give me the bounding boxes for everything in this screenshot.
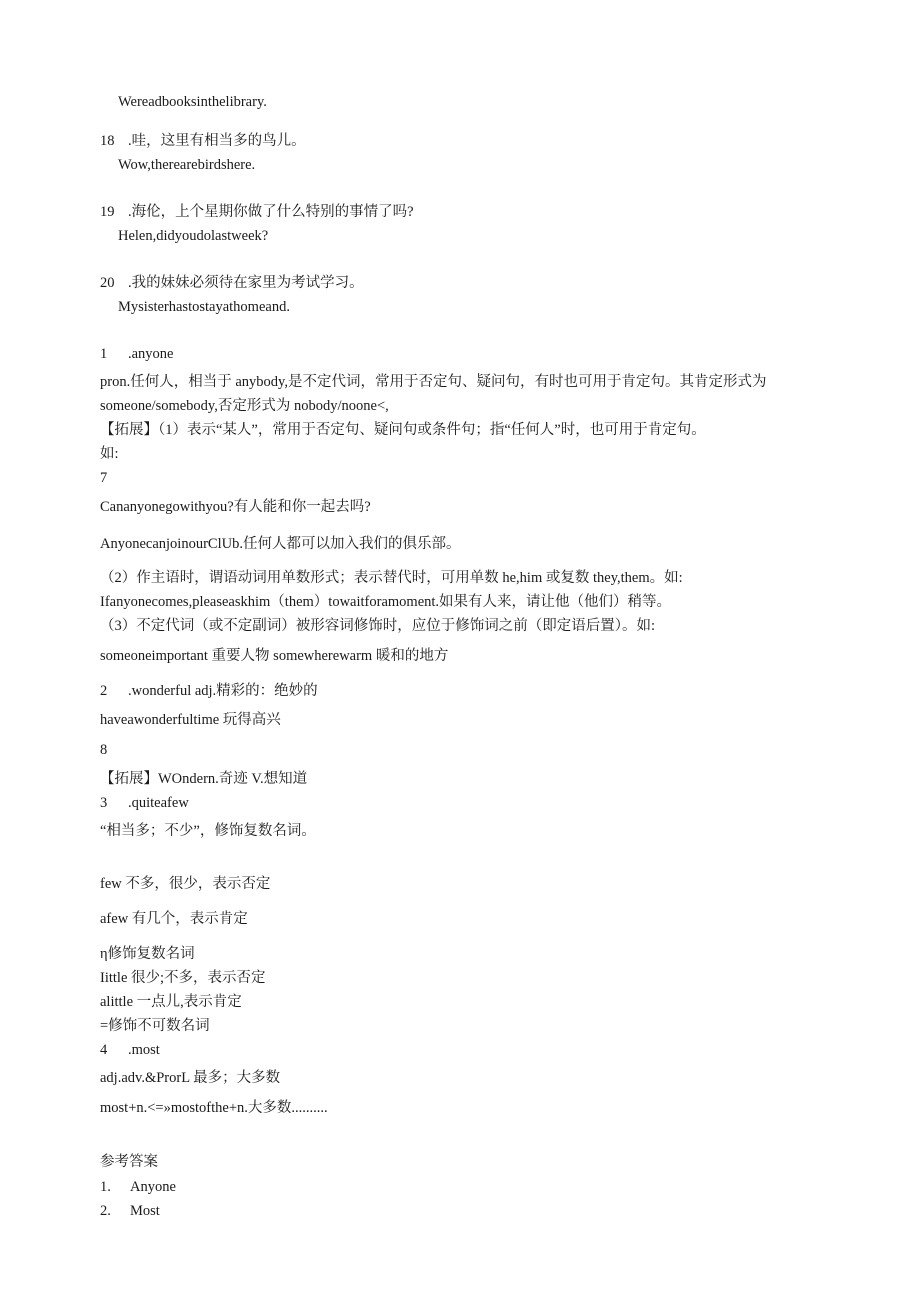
note-word: .most <box>128 1042 160 1058</box>
exercise-number: 18 <box>100 133 115 149</box>
note-quiteafew-afew: afew 有几个，表示肯定 <box>100 911 248 927</box>
answer-number: 2. <box>100 1203 111 1219</box>
note-anyone-extension-1: 【拓展】（1）表示“某人”，常用于否定句、疑问句或条件句；指“任何人”时，也可用于肯定句。 <box>100 422 706 438</box>
page-mark-7: 7 <box>100 470 108 486</box>
note-number: 3 <box>100 795 108 811</box>
note-anyone-example-2: AnyonecanjoinourClUb.任何人都可以加入我们的俱乐部。 <box>100 536 461 552</box>
exercise-20-english: Mysisterhastostayathomeand. <box>118 299 290 315</box>
exercise-19-prompt <box>100 203 414 221</box>
note-anyone-heading <box>100 345 174 363</box>
note-quiteafew-few: few 不多，很少，表示否定 <box>100 876 271 892</box>
exercise-18-english: Wow,therearebirdshere. <box>118 157 256 173</box>
answers-title: 参考答案 <box>100 1154 158 1170</box>
note-anyone-example-4: someoneimportant 重要人物 somewherewarm 暖和的地方 <box>100 648 449 664</box>
note-quiteafew-alittle: alittle 一点儿,表示肯定 <box>100 994 242 1010</box>
note-most-heading <box>100 1041 160 1059</box>
note-word: .wonderful adj.精彩的：绝妙的 <box>128 683 318 699</box>
note-quiteafew-heading <box>100 794 189 812</box>
note-word: .quiteafew <box>128 795 189 811</box>
note-quiteafew-plural: η修饰复数名词 <box>100 946 195 962</box>
exercise-17-english: Wereadbooksinthelibrary. <box>118 94 267 110</box>
note-number: 2 <box>100 683 108 699</box>
note-anyone-ru: 如: <box>100 446 119 462</box>
note-most-definition: adj.adv.&ProrL 最多；大多数 <box>100 1070 281 1086</box>
note-quiteafew-uncountable: =修饰不可数名词 <box>100 1018 210 1034</box>
answer-number: 1. <box>100 1179 111 1195</box>
exercise-chinese: .海伦，上个星期你做了什么特别的事情了吗? <box>128 204 414 220</box>
exercise-number: 20 <box>100 275 115 291</box>
note-wonderful-extension: 【拓展】WOndern.奇迹 V.想知道 <box>100 771 308 787</box>
note-wonderful-heading <box>100 682 318 700</box>
note-anyone-extension-2: （2）作主语时，谓语动词用单数形式；表示替代时，可用单数 he,him 或复数 they,them。如: <box>100 570 683 586</box>
answer-text: Most <box>130 1203 160 1219</box>
exercise-chinese: .哇，这里有相当多的鸟儿。 <box>128 133 306 149</box>
note-most-example: most+n.<=»mostofthe+n.大多数.......... <box>100 1100 328 1116</box>
note-quiteafew-definition: “相当多；不少”，修饰复数名词。 <box>100 823 316 839</box>
note-word: .anyone <box>128 346 174 362</box>
note-anyone-definition-1: pron.任何人，相当于 anybody,是不定代词，常用于否定句、疑问句，有时也可用于肯定句。其肯定形式为 <box>100 374 767 390</box>
exercise-18-prompt <box>100 132 306 150</box>
page-mark-8: 8 <box>100 742 108 758</box>
exercise-number: 19 <box>100 204 115 220</box>
note-anyone-definition-2: someone/somebody,否定形式为 nobody/noone<, <box>100 398 389 414</box>
note-number: 1 <box>100 346 108 362</box>
exercise-20-prompt <box>100 274 364 292</box>
note-anyone-example-1: Cananyonegowithyou?有人能和你一起去吗? <box>100 499 371 515</box>
exercise-chinese: .我的妹妹必须待在家里为考试学习。 <box>128 275 364 291</box>
note-number: 4 <box>100 1042 108 1058</box>
exercise-19-english: Helen,didyoudolastweek? <box>118 228 269 244</box>
note-wonderful-example: haveawonderfultime 玩得高兴 <box>100 712 281 728</box>
note-quiteafew-little: Iittle 很少;不多，表示否定 <box>100 970 266 986</box>
answer-text: Anyone <box>130 1179 176 1195</box>
answer-item-2 <box>100 1202 160 1220</box>
answer-item-1 <box>100 1178 176 1196</box>
note-anyone-example-3: Ifanyonecomes,pleaseaskhim（them）towaitforamoment.如果有人来，请让他（他们）稍等。 <box>100 594 672 610</box>
note-anyone-extension-3: （3）不定代词（或不定副词）被形容词修饰时，应位于修饰词之前（即定语后置）。如: <box>100 618 656 634</box>
